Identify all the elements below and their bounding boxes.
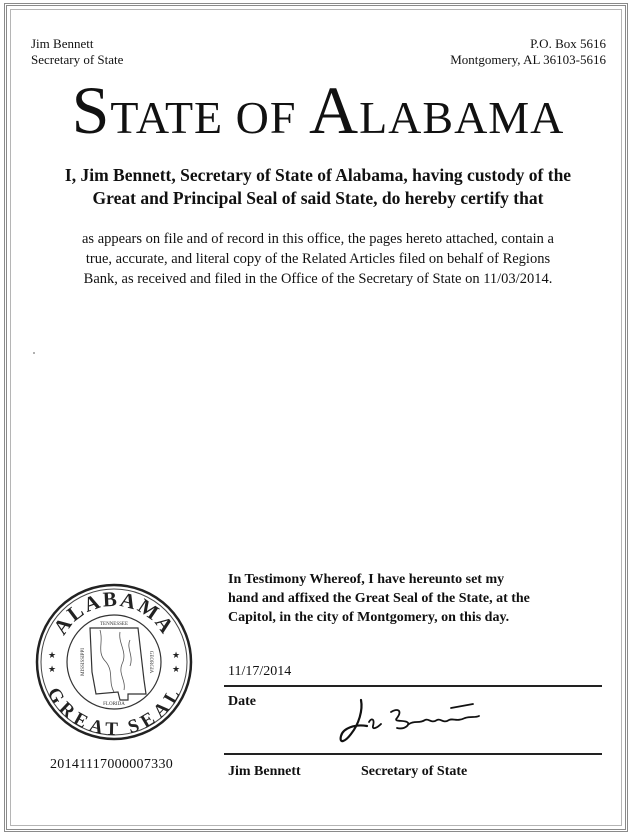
signature-rule: [224, 753, 602, 755]
po-box: P.O. Box 5616: [530, 36, 606, 51]
seal-top-text: ALABAMA: [48, 586, 180, 639]
great-seal-icon: [34, 582, 194, 742]
seal-bottom-text: GREAT SEAL: [42, 683, 186, 740]
header-right: [450, 36, 606, 68]
seal-north-text: TENNESSEE: [99, 622, 129, 627]
page-title: [0, 72, 636, 148]
signer-name: Jim Bennett: [228, 764, 301, 779]
date-label: Date: [228, 694, 256, 709]
state-map-outline: [90, 628, 146, 700]
signature-image: [333, 694, 483, 752]
river-lines: [100, 630, 131, 692]
testimony-line-1: In Testimony Whereof, I have hereunto set my: [228, 572, 505, 587]
document-number: 20141117000007330: [50, 757, 174, 772]
scan-speck: [33, 352, 35, 354]
seal-star-icon: ★: [48, 665, 57, 675]
date-value: 11/17/2014: [228, 664, 292, 679]
title-initial-a: A: [308, 72, 360, 148]
signer-title: Secretary of State: [361, 764, 468, 779]
body-line-1: as appears on file and of record in this office, the pages hereto attached, contain a: [82, 231, 554, 247]
header-left: [31, 36, 123, 68]
testimony-statement: [228, 570, 598, 627]
seal-south-text: FLORIDA: [103, 702, 125, 707]
secretary-title: Secretary of State: [31, 52, 124, 67]
certification-line-2: Great and Principal Seal of said State, do hereby certify that: [92, 188, 544, 208]
city-address: Montgomery, AL 36103-5616: [450, 52, 606, 67]
certification-body: [30, 229, 606, 289]
title-word-labama: LABAMA: [359, 92, 565, 143]
certification-statement: [28, 164, 608, 210]
title-word-tate: TATE: [110, 92, 224, 143]
body-line-3: Bank, as received and filed in the Office of the Secretary of State on 11/03/2014.: [83, 271, 553, 287]
seal-star-icon: ★: [48, 651, 57, 661]
title-word-of: OF: [235, 92, 297, 143]
svg-text:ALABAMA: [48, 587, 179, 639]
date-rule: [224, 685, 602, 687]
body-line-2: true, accurate, and literal copy of the Related Articles filed on behalf of Regions: [85, 251, 551, 267]
seal-star-icon: ★: [172, 665, 181, 675]
testimony-line-3: Capitol, in the city of Montgomery, on this day.: [228, 610, 510, 625]
seal-east-text: GEORGIA: [148, 650, 153, 674]
seal-west-text: MISSISSIPPI: [81, 648, 86, 676]
secretary-name: Jim Bennett: [31, 36, 94, 51]
certification-line-1: I, Jim Bennett, Secretary of State of Alabama, having custody of the: [64, 165, 572, 185]
title-initial-s: S: [71, 72, 111, 148]
seal-star-icon: ★: [172, 651, 181, 661]
testimony-line-2: hand and affixed the Great Seal of the State, at the: [228, 591, 530, 606]
